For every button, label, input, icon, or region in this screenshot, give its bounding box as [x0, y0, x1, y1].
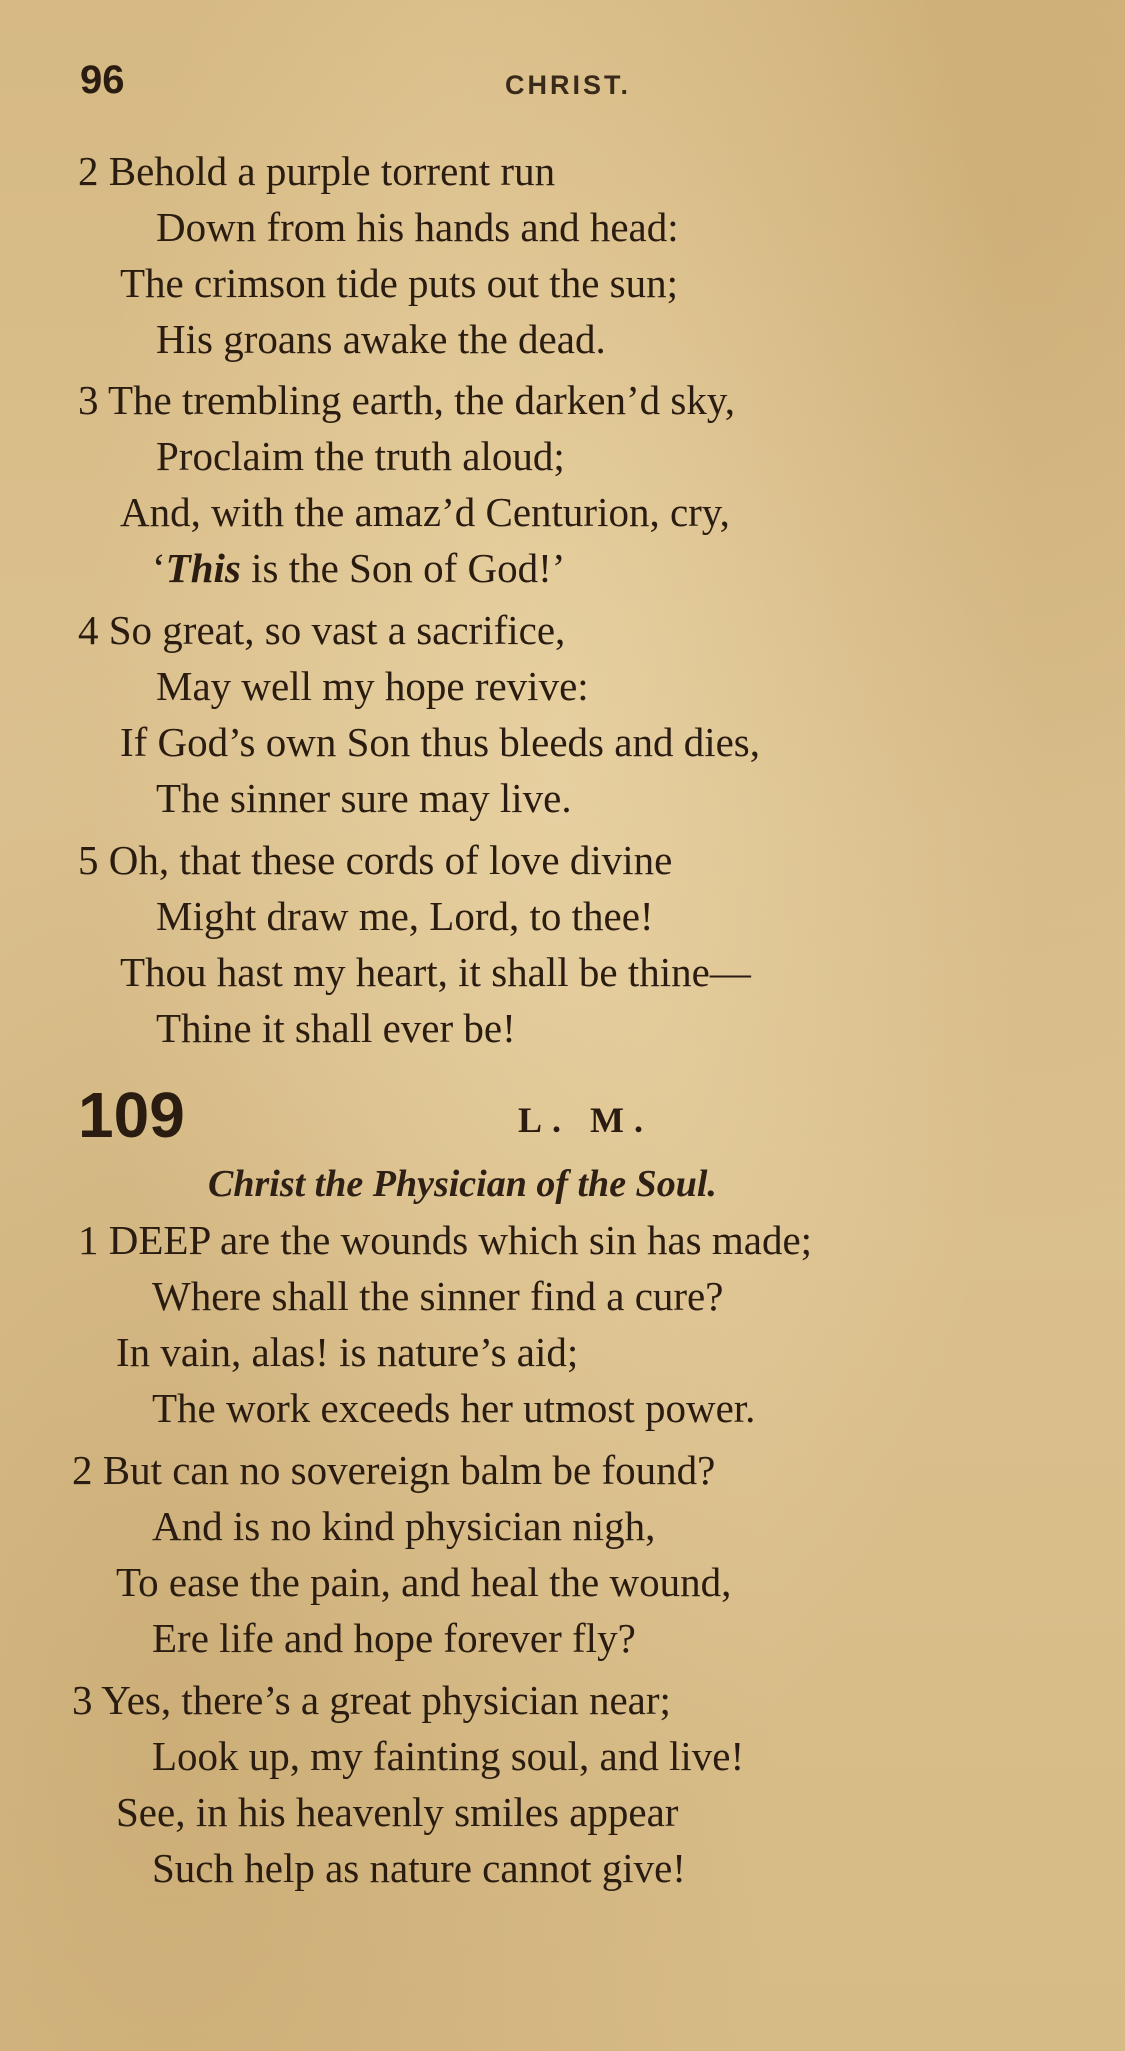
verse-line: 2 Behold a purple torrent run — [78, 148, 556, 194]
running-head: CHRIST. — [505, 70, 632, 100]
verse-line: And is no kind physician nigh, — [152, 1503, 656, 1549]
verse-line: May well my hope revive: — [156, 663, 589, 709]
verse-line: Might draw me, Lord, to thee! — [156, 893, 654, 939]
verse-line: If God’s own Son thus bleeds and dies, — [120, 719, 761, 765]
verse-line: Thine it shall ever be! — [156, 1005, 516, 1051]
page-header — [80, 58, 1080, 118]
verse-line: And, with the amaz’d Centurion, cry, — [120, 489, 730, 535]
verse-line: The sinner sure may live. — [156, 775, 572, 821]
verse-line: 5 Oh, that these cords of love divine — [78, 837, 673, 883]
verse-line: The work exceeds her utmost power. — [152, 1385, 756, 1431]
verse-line: Thou hast my heart, it shall be thine— — [120, 949, 751, 995]
hymn-meter: L. M. — [518, 1100, 653, 1140]
verse-line: Proclaim the truth aloud; — [156, 433, 565, 479]
verse-line: See, in his heavenly smiles appear — [116, 1789, 679, 1835]
verse-line: Where shall the sinner find a cure? — [152, 1273, 724, 1319]
verse-line: 4 So great, so vast a sacrifice, — [78, 607, 566, 653]
hymn-number: 109 — [78, 1079, 185, 1151]
verse-line: The crimson tide puts out the sun; — [120, 260, 678, 306]
verse-line: 2 But can no sovereign balm be found? — [72, 1447, 716, 1493]
page-number: 96 — [80, 58, 125, 102]
verse-line: Such help as nature cannot give! — [152, 1845, 686, 1891]
verse-line: In vain, alas! is nature’s aid; — [116, 1329, 579, 1375]
verse-line: 1 DEEP are the wounds which sin has made; — [78, 1217, 813, 1263]
emphasis-word: This — [165, 545, 241, 591]
verse-line: Look up, my fainting soul, and live! — [152, 1733, 745, 1779]
quote-open: ‘ — [152, 545, 166, 591]
verse-line: His groans awake the dead. — [156, 316, 606, 362]
verse-line: To ease the pain, and heal the wound, — [116, 1559, 732, 1605]
hymn-title: Christ the Physician of the Soul. — [208, 1163, 717, 1205]
verse-line: Ere life and hope forever fly? — [152, 1615, 636, 1661]
verse-line: 3 Yes, there’s a great physician near; — [72, 1677, 671, 1723]
verse-line-rest: is the Son of God!’ — [240, 545, 566, 591]
verse-line: Down from his hands and head: — [156, 204, 679, 250]
verse-line-emphasis — [152, 540, 565, 596]
verse-line: 3 The trembling earth, the darken’d sky, — [78, 377, 735, 423]
